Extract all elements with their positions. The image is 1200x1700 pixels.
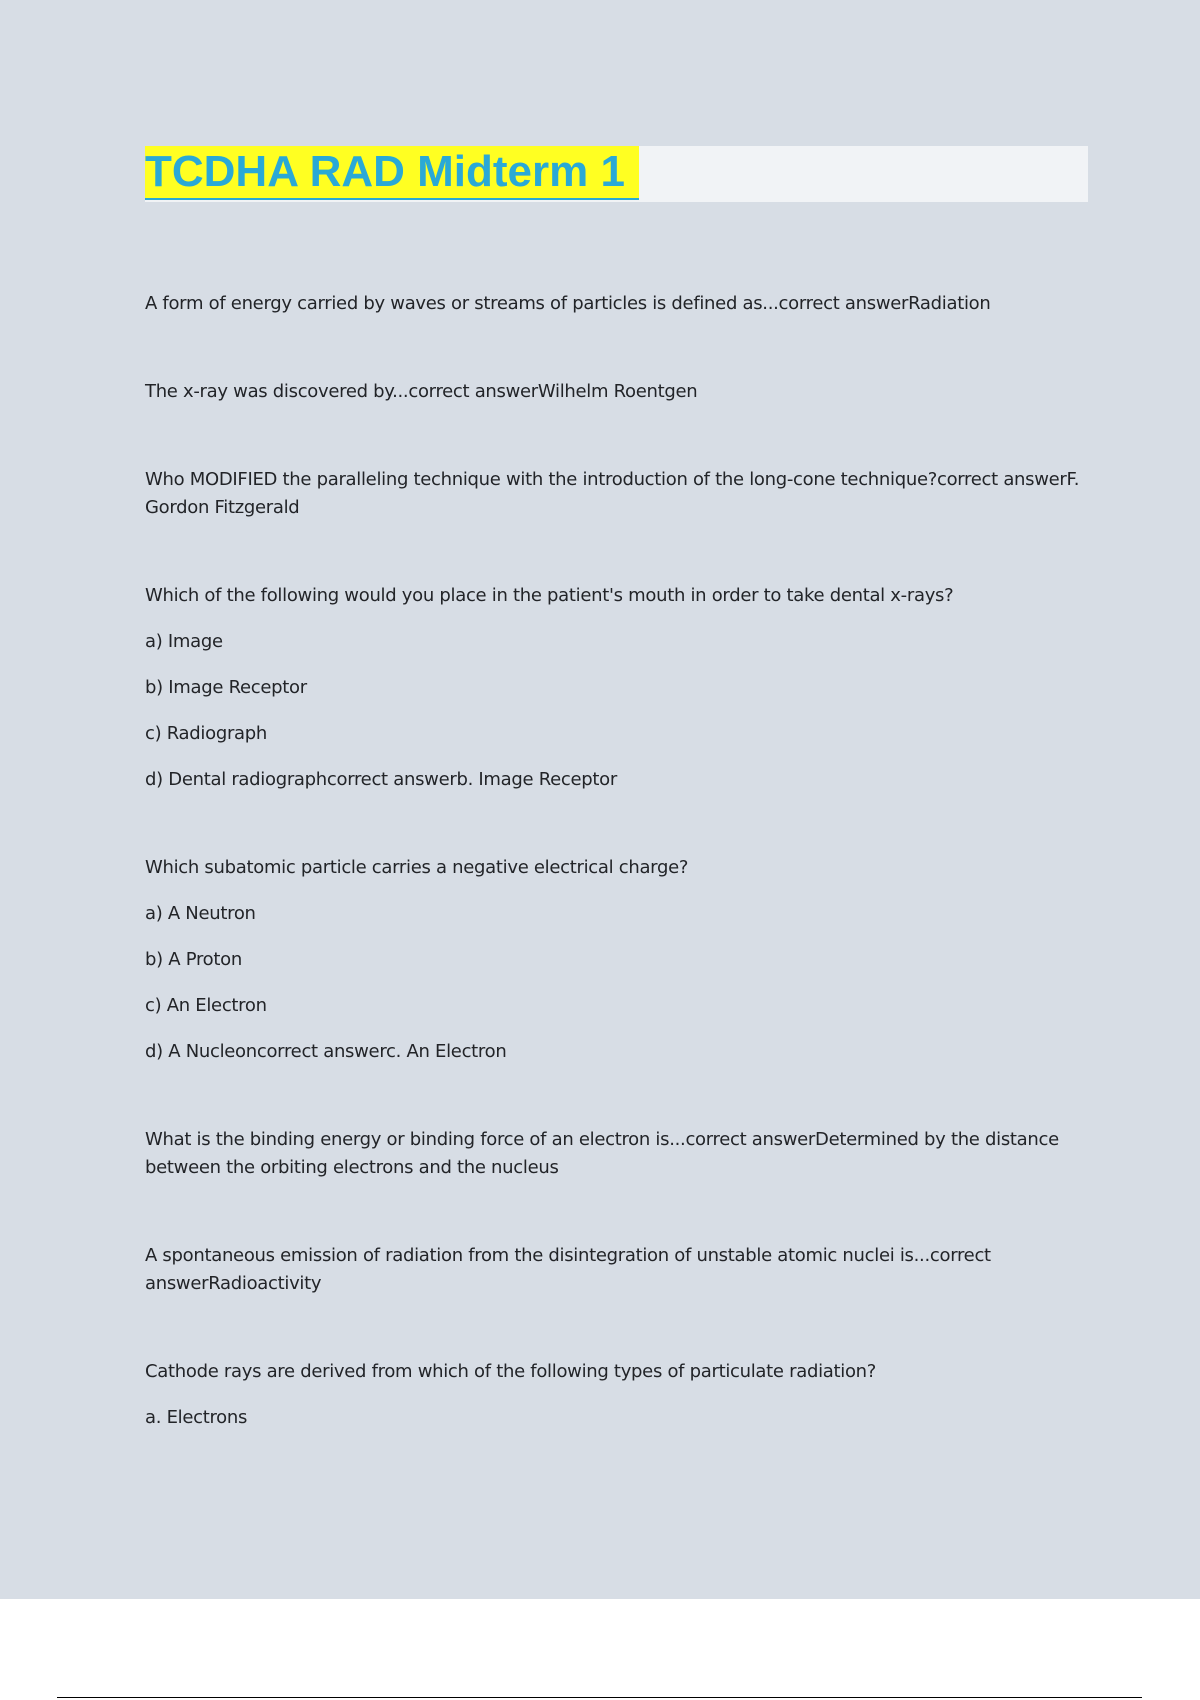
- document-title: TCDHA RAD Midterm 1: [145, 146, 639, 200]
- answer-option: d) A Nucleoncorrect answerc. An Electron: [145, 1041, 507, 1062]
- multiple-choice-question: [145, 1358, 1095, 1432]
- answer-option: a) A Neutron: [145, 903, 256, 924]
- multiple-choice-question: [145, 582, 1095, 794]
- answer-option: b) Image Receptor: [145, 677, 307, 698]
- answer-option: a. Electrons: [145, 1407, 248, 1428]
- answer-option: c) An Electron: [145, 995, 267, 1016]
- answer-option: c) Radiograph: [145, 723, 268, 744]
- footer-divider: [57, 1697, 1142, 1698]
- document-body: [145, 290, 1095, 1432]
- question-text: Cathode rays are derived from which of the following types of particulate radiation?: [145, 1361, 877, 1382]
- answer-option: a) Image: [145, 631, 223, 652]
- question-text: Which subatomic particle carries a negative electrical charge?: [145, 857, 689, 878]
- question-text: A spontaneous emission of radiation from the disintegration of unstable atomic nuclei is...correct answerRadioactivity: [145, 1245, 991, 1294]
- question-text: A form of energy carried by waves or streams of particles is defined as...correct answerRadiation: [145, 293, 991, 314]
- question-text: Who MODIFIED the paralleling technique with the introduction of the long-cone technique?correct answerF. Gordon Fitzgerald: [145, 469, 1080, 518]
- question-text: Which of the following would you place in the patient's mouth in order to take dental x-rays?: [145, 585, 954, 606]
- question-text: What is the binding energy or binding force of an electron is...correct answerDetermined by the distance between the orbiting electrons and the nucleus: [145, 1129, 1059, 1178]
- question-text: The x-ray was discovered by...correct answerWilhelm Roentgen: [145, 381, 698, 402]
- answer-option: d) Dental radiographcorrect answerb. Image Receptor: [145, 769, 617, 790]
- answer-option: b) A Proton: [145, 949, 242, 970]
- multiple-choice-question: [145, 854, 1095, 1066]
